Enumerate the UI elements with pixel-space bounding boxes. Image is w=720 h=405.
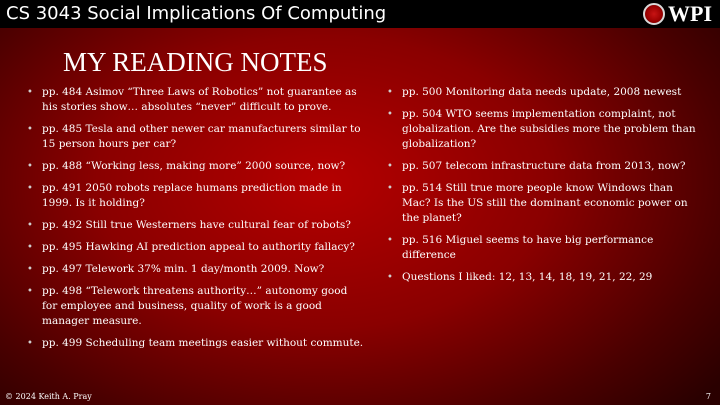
bullet-icon: •: [387, 87, 393, 98]
list-item: [385, 233, 700, 263]
list-item: [25, 218, 365, 233]
list-item: [25, 262, 365, 277]
bullet-icon: •: [387, 109, 393, 120]
list-item: [25, 336, 365, 351]
header-bar: [0, 0, 720, 28]
bullet-icon: •: [387, 235, 393, 246]
note-text: pp. 484 Asimov “Three Laws of Robotics” not guarantee as his stories show… absolutes “never” difficult to prove.: [42, 86, 357, 113]
bullet-icon: •: [387, 272, 393, 283]
list-item: [25, 85, 365, 115]
note-text: pp. 488 “Working less, making more” 2000 source, now?: [42, 160, 346, 172]
note-text: pp. 485 Tesla and other newer car manufacturers similar to 15 person hours per car?: [42, 123, 361, 150]
bullet-icon: •: [387, 161, 393, 172]
bullet-icon: •: [27, 220, 33, 231]
note-text: pp. 516 Miguel seems to have big performance difference: [402, 234, 654, 261]
bullet-icon: •: [27, 161, 33, 172]
slide-title: MY READING NOTES: [63, 47, 328, 77]
copyright-text: © 2024 Keith A. Pray: [5, 392, 92, 401]
bullet-icon: •: [27, 286, 33, 297]
note-text: pp. 498 “Telework threatens authority…” autonomy good for employee and business, quality of work is a good manager measure.: [42, 285, 348, 327]
list-item: [25, 181, 365, 211]
bullet-icon: •: [27, 338, 33, 349]
list-item: [25, 284, 365, 329]
bullet-icon: •: [27, 124, 33, 135]
list-item: [385, 107, 700, 152]
list-item: [385, 159, 700, 174]
bullet-icon: •: [27, 183, 33, 194]
list-item: [385, 85, 700, 100]
note-text: pp. 504 WTO seems implementation complaint, not globalization. Are the subsidies more the problem than globalization?: [402, 108, 696, 150]
bullet-icon: •: [27, 264, 33, 275]
list-item: [25, 159, 365, 174]
list-item: [385, 270, 700, 285]
note-text: pp. 495 Hawking AI prediction appeal to authority fallacy?: [42, 241, 355, 253]
right-notes-list: [385, 85, 700, 292]
wpi-seal-icon: [643, 3, 665, 25]
page-number: 7: [705, 392, 711, 401]
list-item: [385, 181, 700, 226]
note-text: pp. 500 Monitoring data needs update, 2008 newest: [402, 86, 682, 98]
course-title: CS 3043 Social Implications Of Computing: [6, 3, 387, 24]
left-notes-list: [25, 85, 365, 358]
bullet-icon: •: [27, 242, 33, 253]
note-text: pp. 507 telecom infrastructure data from 2013, now?: [402, 160, 686, 172]
note-text: Questions I liked: 12, 13, 14, 18, 19, 21, 22, 29: [402, 271, 653, 283]
bullet-icon: •: [27, 87, 33, 98]
list-item: [25, 122, 365, 152]
bullet-icon: •: [387, 183, 393, 194]
logo-text: WPI: [668, 1, 712, 26]
note-text: pp. 492 Still true Westerners have cultural fear of robots?: [42, 219, 351, 231]
list-item: [25, 240, 365, 255]
note-text: pp. 499 Scheduling team meetings easier without commute.: [42, 337, 364, 349]
note-text: pp. 491 2050 robots replace humans prediction made in 1999. Is it holding?: [42, 182, 342, 209]
note-text: pp. 514 Still true more people know Windows than Mac? Is the US still the dominant economic power on the planet?: [402, 182, 688, 224]
note-text: pp. 497 Telework 37% min. 1 day/month 2009. Now?: [42, 263, 325, 275]
wpi-logo: [643, 2, 712, 26]
